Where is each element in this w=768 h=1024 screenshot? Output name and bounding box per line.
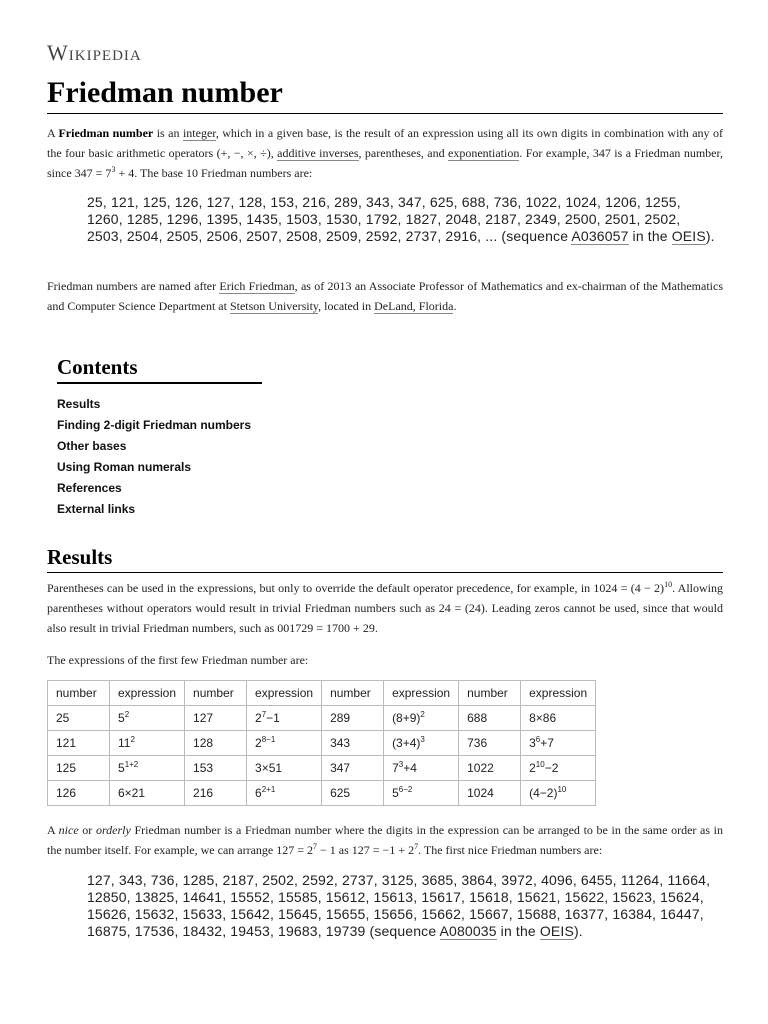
number-cell: 25 [48, 706, 110, 731]
table-row [48, 781, 596, 806]
column-header: expression [247, 681, 322, 706]
expression-cell: $11^2$ [110, 731, 185, 756]
table-row [48, 706, 596, 731]
number-cell: 126 [48, 781, 110, 806]
results-paragraph: Parentheses can be used in the expressions, but only to override the default operator precedence, for example, in $1024 = (4 - 2)^{10}$. Allowing parentheses without operators would result in trivial Friedman numbers such as 24 = (24). Leading zeros cannot be used, since that would also result in trivial Friedman numbers, such as 001729 = 1700 + 29. [47, 580, 724, 635]
number-cell: 289 [322, 706, 384, 731]
column-header: expression [521, 681, 596, 706]
expression-cell: $2^{8-1}$ [247, 731, 322, 756]
number-cell: 625 [322, 781, 384, 806]
toc-item-other-bases[interactable]: Other bases [57, 439, 127, 453]
link-a080035[interactable]: A080035 [439, 923, 497, 939]
link-oeis[interactable]: OEIS [671, 228, 706, 244]
expression-cell: 3×51 [247, 756, 322, 781]
expression-cell: $(4-2)^{10}$ [521, 781, 596, 806]
column-header: number [185, 681, 247, 706]
number-cell: 688 [459, 706, 521, 731]
toc-heading: Contents [57, 355, 262, 384]
named-paragraph: Friedman numbers are named after Erich Friedman, as of 2013 an Associate Professor of Mathematics and ex-chairman of the Mathematics and Computer Science Department at Stetson University, located in DeLand, Florida. [47, 279, 723, 313]
toc-item-finding-2-digit[interactable]: Finding 2-digit Friedman numbers [57, 418, 252, 432]
nice-friedman-sequence: 127, 343, 736, 1285, 2187, 2502, 2592, 2737, 3125, 3685, 3864, 3972, 4096, 6455, 11264, 11664, 12850, 13825, 14641, 15552, 15585, 15612, 15613, 15617, 15618, 15621, 15622, 15623, 15624, 15626, 15632, 15633, 15642, 15645, 15655, 15656, 15662, 15667, 15688, 16377, 16384, 16447, 16875, 17536, 18432, 19453, 19683, 19739 (sequence A080035 in the OEIS). [87, 872, 711, 939]
link-stetson-university[interactable]: Stetson University [229, 299, 319, 313]
table-of-contents [57, 355, 307, 520]
link-a036057[interactable]: A036057 [571, 228, 629, 244]
toc-item-external-links[interactable]: External links [57, 502, 136, 516]
number-cell: 127 [185, 706, 247, 731]
number-cell: 1022 [459, 756, 521, 781]
toc-list [57, 394, 307, 520]
wikipedia-logo[interactable]: Wikipedia [47, 40, 142, 65]
results-heading: Results [47, 545, 723, 573]
table-row [48, 756, 596, 781]
number-cell: 128 [185, 731, 247, 756]
toc-item-results[interactable]: Results [57, 397, 101, 411]
page-title: Friedman number [47, 76, 723, 114]
column-header: number [48, 681, 110, 706]
expression-cell: $6^{2+1}$ [247, 781, 322, 806]
number-cell: 736 [459, 731, 521, 756]
toc-item-roman-numerals[interactable]: Using Roman numerals [57, 460, 192, 474]
number-cell: 153 [185, 756, 247, 781]
link-oeis-2[interactable]: OEIS [539, 923, 574, 939]
column-header: number [459, 681, 521, 706]
term-bold: Friedman number [58, 126, 154, 140]
expression-cell: $(8+9)^2$ [384, 706, 459, 731]
expression-cell: $2^{10}-2$ [521, 756, 596, 781]
intro-paragraph: A Friedman number is an integer, which in a given base, is the result of an expression using all its own digits in combination with any of the four basic arithmetic operators (+, −, ×, ÷), additive inverses, parentheses, and exponentiation. For example, 347 is a Friedman number, since $347 = 7^3 + 4$. The base 10 Friedman numbers are: [47, 126, 723, 180]
number-cell: 347 [322, 756, 384, 781]
link-exponentiation[interactable]: exponentiation [448, 146, 520, 160]
nice-paragraph: A nice or orderly Friedman number is a Friedman number where the digits in the expression can be arranged to be in the same order as in the number itself. For example, we can arrange $127 = 2^7 - 1$ as $127 = -1 + 2^7$. The first nice Friedman numbers are: [47, 823, 724, 857]
toc-item-references[interactable]: References [57, 481, 122, 495]
table-header-row [48, 681, 596, 706]
expression-cell: 6×21 [110, 781, 185, 806]
link-erich-friedman[interactable]: Erich Friedman [219, 279, 295, 293]
expression-cell: $5^{1+2}$ [110, 756, 185, 781]
friedman-sequence: 25, 121, 125, 126, 127, 128, 153, 216, 289, 343, 347, 625, 688, 736, 1022, 1024, 1206, 1255, 1260, 1285, 1296, 1395, 1435, 1503, 1530, 1792, 1827, 2048, 2187, 2349, 2500, 2501, 2502, 2503, 2504, 2505, 2506, 2507, 2508, 2509, 2592, 2737, 2916, ... (sequence A036057 in the OEIS). [87, 194, 715, 244]
number-cell: 1024 [459, 781, 521, 806]
table-body [48, 706, 596, 806]
number-cell: 216 [185, 781, 247, 806]
table-intro: The expressions of the first few Friedman number are: [47, 653, 309, 667]
column-header: number [322, 681, 384, 706]
link-additive-inverses[interactable]: additive inverses [277, 146, 359, 160]
column-header: expression [384, 681, 459, 706]
expression-cell: $(3+4)^3$ [384, 731, 459, 756]
friedman-expression-table [47, 680, 596, 806]
number-cell: 125 [48, 756, 110, 781]
number-cell: 121 [48, 731, 110, 756]
expression-cell: 8×86 [521, 706, 596, 731]
expression-cell: $5^2$ [110, 706, 185, 731]
column-header: expression [110, 681, 185, 706]
number-cell: 343 [322, 731, 384, 756]
expression-cell: $7^3+4$ [384, 756, 459, 781]
expression-cell: $3^6+7$ [521, 731, 596, 756]
link-deland-florida[interactable]: DeLand, Florida [374, 299, 454, 313]
expression-cell: $2^7-1$ [247, 706, 322, 731]
expression-cell: $5^{6-2}$ [384, 781, 459, 806]
table-row [48, 731, 596, 756]
link-integer[interactable]: integer [182, 126, 216, 140]
